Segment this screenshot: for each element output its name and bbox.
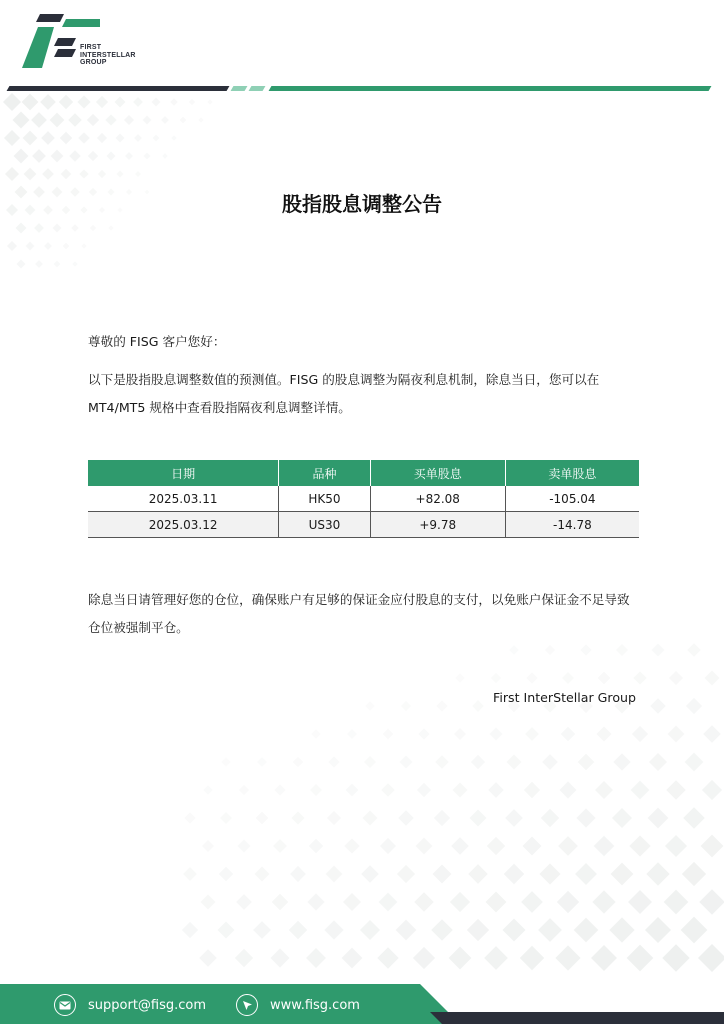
decorative-diamond [324, 920, 343, 939]
decorative-diamond [98, 170, 106, 178]
decorative-diamond [628, 890, 652, 914]
decorative-diamond [4, 130, 20, 146]
decorative-diamond [347, 729, 357, 739]
decorative-diamond [273, 839, 287, 853]
decorative-diamond [185, 813, 196, 824]
decorative-diamond [133, 97, 143, 107]
decorative-diamond [364, 756, 376, 768]
decorative-diamond [183, 867, 197, 881]
decorative-diamond [31, 112, 47, 128]
decorative-diamond [701, 835, 724, 858]
decorative-diamond [152, 98, 161, 107]
cell-sell-dividend: -105.04 [505, 486, 639, 512]
decorative-diamond [81, 243, 86, 248]
decorative-diamond [650, 698, 665, 713]
cell-date: 2025.03.11 [88, 486, 279, 512]
logo-wordmark: FIRST INTERSTELLAR GROUP [80, 44, 136, 66]
header-rule-dark [7, 86, 230, 91]
decorative-diamond [520, 946, 544, 970]
decorative-diamond [471, 755, 485, 769]
decorative-diamond [257, 757, 267, 767]
decorative-diamond [668, 726, 685, 743]
decorative-diamond [87, 114, 99, 126]
decorative-diamond [274, 784, 285, 795]
decorative-diamond [23, 131, 38, 146]
decorative-diamond [699, 889, 724, 915]
decorative-diamond [16, 223, 27, 234]
header-rule-accent [231, 86, 248, 91]
decorative-diamond [506, 754, 521, 769]
footer-website[interactable] [236, 992, 360, 1018]
decorative-diamond [631, 781, 650, 800]
greeting-text: 尊敬的 FISG 客户您好： [88, 334, 226, 349]
decorative-diamond [360, 920, 380, 940]
decorative-diamond [541, 809, 560, 828]
decorative-diamond [134, 134, 142, 142]
decorative-diamond [595, 781, 613, 799]
decorative-diamond [96, 96, 108, 108]
decorative-diamond [431, 919, 453, 941]
decorative-diamond [488, 782, 504, 798]
decorative-diamond [555, 945, 580, 970]
column-header-date: 日期 [88, 460, 279, 486]
decorative-diamond [662, 944, 689, 971]
decorative-diamond [502, 918, 525, 941]
decorative-diamond [24, 168, 37, 181]
decorative-diamond [365, 701, 374, 710]
decorative-diamond [379, 893, 398, 912]
decorative-diamond [377, 947, 398, 968]
decorative-diamond [54, 261, 61, 268]
decorative-diamond [484, 946, 508, 970]
decorative-diamond [467, 919, 489, 941]
decorative-diamond [400, 756, 413, 769]
decorative-diamond [472, 700, 484, 712]
decorative-diamond [413, 947, 435, 969]
decorative-diamond [135, 171, 141, 177]
table-header-row [88, 460, 639, 486]
decorative-diamond [34, 223, 44, 233]
decorative-diamond [416, 838, 433, 855]
decorative-diamond [307, 893, 324, 910]
decorative-diamond [381, 783, 394, 796]
decorative-diamond [53, 224, 62, 233]
decorative-diamond [201, 895, 216, 910]
decorative-diamond [698, 944, 724, 972]
decorative-diamond [652, 644, 665, 657]
decorative-diamond [198, 117, 203, 122]
decorative-diamond [235, 949, 253, 967]
decorative-diamond [398, 810, 414, 826]
decorative-diamond [486, 892, 507, 913]
decorative-diamond [14, 149, 29, 164]
decorative-diamond [509, 645, 519, 655]
decorative-diamond [433, 865, 452, 884]
decorative-diamond [558, 836, 578, 856]
column-header-sell-dividend: 卖单股息 [505, 460, 639, 486]
decorative-diamond [60, 132, 73, 145]
decorative-diamond [539, 863, 560, 884]
decorative-diamond [270, 948, 289, 967]
decorative-diamond [17, 260, 26, 269]
decorative-diamond [666, 780, 685, 799]
decorative-diamond [414, 892, 434, 912]
decorative-diamond [256, 812, 269, 825]
decorative-diamond [545, 645, 556, 656]
decorative-diamond [417, 783, 431, 797]
decorative-diamond [220, 812, 232, 824]
decorative-diamond [310, 784, 322, 796]
decorative-diamond [237, 839, 250, 852]
document-title: 股指股息调整公告 [282, 192, 442, 216]
decorative-diamond [665, 835, 687, 857]
decorative-diamond [521, 891, 543, 913]
decorative-diamond [380, 838, 396, 854]
decorative-diamond [686, 698, 702, 714]
decorative-diamond [199, 949, 217, 967]
decorative-diamond [108, 225, 113, 230]
decorative-diamond [327, 811, 341, 825]
decorative-diamond [681, 917, 708, 944]
decorative-diamond [68, 113, 82, 127]
decorative-diamond [105, 114, 116, 125]
signature: First InterStellar Group [493, 690, 636, 705]
decorative-diamond [40, 94, 56, 110]
decorative-diamond [562, 672, 574, 684]
intro-paragraph: 以下是股指股息调整数值的预测值。FISG 的股息调整为隔夜利息机制，除息当日，您可以在 MT4/MT5 规格中查看股指隔夜利息调整详情。 [88, 372, 600, 415]
decorative-diamond [575, 863, 597, 885]
decorative-diamond [396, 920, 417, 941]
decorative-diamond [293, 757, 304, 768]
decorative-diamond [79, 169, 88, 178]
cell-date: 2025.03.12 [88, 512, 279, 538]
decorative-diamond [59, 95, 74, 110]
decorative-diamond [153, 135, 160, 142]
decorative-diamond [383, 729, 394, 740]
decorative-diamond [682, 862, 706, 886]
decorative-diamond [397, 865, 415, 883]
decorative-diamond [254, 866, 269, 881]
decorative-diamond [106, 151, 115, 160]
decorative-diamond [239, 785, 249, 795]
decorative-diamond [42, 168, 54, 180]
table-row [88, 512, 639, 538]
decorative-diamond [633, 671, 646, 684]
decorative-diamond [526, 672, 537, 683]
decorative-diamond [645, 917, 671, 943]
decorative-diamond [435, 755, 449, 769]
decorative-diamond [344, 838, 359, 853]
decorative-diamond [217, 921, 234, 938]
decorative-diamond [309, 839, 324, 854]
decorative-diamond [594, 836, 615, 857]
decorative-diamond [649, 753, 667, 771]
decorative-diamond [22, 94, 39, 111]
footer-email[interactable] [54, 992, 206, 1018]
decorative-diamond [51, 150, 64, 163]
decorative-diamond [490, 728, 503, 741]
header-rule-accent [249, 86, 266, 91]
decorative-diamond [437, 701, 448, 712]
decorative-diamond [180, 117, 187, 124]
decorative-diamond [596, 726, 611, 741]
decorative-diamond [290, 866, 306, 882]
decorative-diamond [561, 727, 576, 742]
decorative-diamond [72, 261, 78, 267]
decorative-diamond [613, 753, 630, 770]
decorative-diamond [88, 151, 98, 161]
decorative-diamond [61, 169, 72, 180]
decorative-diamond [124, 115, 134, 125]
decorative-diamond [576, 808, 595, 827]
decorative-diamond [612, 808, 632, 828]
decorative-diamond [705, 671, 720, 686]
cell-symbol: HK50 [279, 486, 370, 512]
closing-paragraph: 除息当日请管理好您的仓位，确保账户有足够的保证金应付股息的支付，以免账户保证金不足导致仓位被强制平仓。 [88, 592, 630, 635]
decorative-diamond [557, 891, 580, 914]
decorative-diamond [468, 864, 488, 884]
decorative-diamond [702, 780, 722, 800]
decorative-diamond [189, 99, 195, 105]
decorative-diamond [116, 134, 125, 143]
decorative-diamond [41, 131, 55, 145]
decorative-diamond [63, 243, 70, 250]
decorative-diamond [32, 149, 46, 163]
decorative-diamond [451, 837, 469, 855]
decorative-diamond [454, 728, 466, 740]
decorative-diamond [542, 754, 558, 770]
decorative-diamond [401, 701, 411, 711]
decorative-diamond [611, 863, 634, 886]
decorative-diamond [525, 727, 539, 741]
decorative-diamond [26, 242, 35, 251]
decorative-diamond [361, 865, 378, 882]
decorative-diamond [434, 810, 450, 826]
decorative-diamond [646, 862, 669, 885]
decorative-diamond [627, 945, 654, 972]
decorative-diamond [524, 782, 540, 798]
email-icon [54, 994, 76, 1016]
decorative-diamond [162, 153, 168, 159]
decorative-diamond [115, 97, 126, 108]
decorative-diamond [291, 811, 304, 824]
decorative-diamond [311, 729, 320, 738]
decorative-diamond [449, 947, 472, 970]
decorative-diamond [207, 99, 212, 104]
decorative-diamond [470, 810, 487, 827]
decorative-diamond [685, 753, 704, 772]
decorative-diamond [616, 644, 628, 656]
decorative-diamond [591, 945, 617, 971]
decorative-diamond [522, 836, 541, 855]
decorative-diamond [504, 864, 524, 884]
header-rule-green [269, 86, 712, 91]
decorative-diamond [289, 921, 308, 940]
decorative-diamond [5, 167, 19, 181]
decorative-diamond [578, 754, 595, 771]
decorative-diamond [669, 671, 683, 685]
decorative-diamond [559, 781, 576, 798]
decorative-diamond [648, 808, 669, 829]
decorative-diamond [161, 116, 169, 124]
decorative-diamond [7, 241, 17, 251]
decorative-diamond [491, 673, 501, 683]
decorative-diamond [144, 153, 151, 160]
column-header-symbol: 品种 [279, 460, 370, 486]
decorative-diamond [97, 133, 107, 143]
decorative-diamond [3, 93, 21, 111]
decorative-diamond [77, 95, 90, 108]
decorative-diamond [253, 921, 271, 939]
decorative-diamond [453, 783, 468, 798]
cell-buy-dividend: +82.08 [370, 486, 505, 512]
decorative-diamond [71, 224, 79, 232]
decorative-diamond [609, 917, 634, 942]
decorative-diamond [203, 785, 213, 795]
decorative-diamond [143, 116, 152, 125]
decorative-diamond [580, 644, 591, 655]
decorative-diamond [598, 672, 611, 685]
decorative-diamond [125, 152, 133, 160]
decorative-diamond [538, 918, 562, 942]
decorative-diamond [574, 918, 599, 943]
decorative-diamond [450, 892, 470, 912]
decorative-diamond [687, 643, 701, 657]
dividend-table [88, 460, 639, 538]
decorative-diamond [44, 242, 52, 250]
decorative-diamond [35, 260, 43, 268]
decorative-diamond [703, 725, 721, 743]
decorative-diamond [326, 866, 343, 883]
decorative-diamond [505, 809, 523, 827]
decorative-diamond [683, 807, 705, 829]
table-row [88, 486, 639, 512]
decorative-diamond [664, 890, 689, 915]
decorative-diamond [363, 811, 378, 826]
decorative-diamond [236, 894, 252, 910]
decorative-diamond [418, 728, 430, 740]
decorative-diamond [117, 171, 124, 178]
decorative-diamond [50, 113, 65, 128]
decorative-diamond [219, 867, 233, 881]
decorative-diamond [171, 135, 177, 141]
decorative-diamond [170, 98, 178, 106]
decorative-diamond [306, 948, 326, 968]
cursor-icon [236, 994, 258, 1016]
column-header-buy-dividend: 买单股息 [370, 460, 505, 486]
decorative-diamond [272, 894, 289, 911]
decorative-diamond [346, 784, 359, 797]
decorative-diamond [13, 112, 30, 129]
decorative-diamond [455, 673, 465, 683]
decorative-diamond [632, 726, 648, 742]
decorative-diamond [487, 837, 505, 855]
decorative-diamond [90, 225, 96, 231]
decorative-diamond [592, 890, 615, 913]
email-link[interactable]: support@fisg.com [88, 997, 207, 1013]
cell-buy-dividend: +9.78 [370, 512, 505, 538]
website-link[interactable]: www.fisg.com [270, 997, 360, 1013]
decorative-diamond [221, 757, 230, 766]
decorative-diamond [629, 835, 650, 856]
decorative-diamond [202, 840, 214, 852]
decorative-diamond [328, 756, 339, 767]
decorative-diamond [78, 132, 89, 143]
cell-symbol: US30 [279, 512, 370, 538]
cell-sell-dividend: -14.78 [505, 512, 639, 538]
decorative-diamond [342, 948, 363, 969]
decorative-diamond [182, 922, 198, 938]
decorative-diamond [343, 893, 361, 911]
decorative-diamond [69, 150, 81, 162]
